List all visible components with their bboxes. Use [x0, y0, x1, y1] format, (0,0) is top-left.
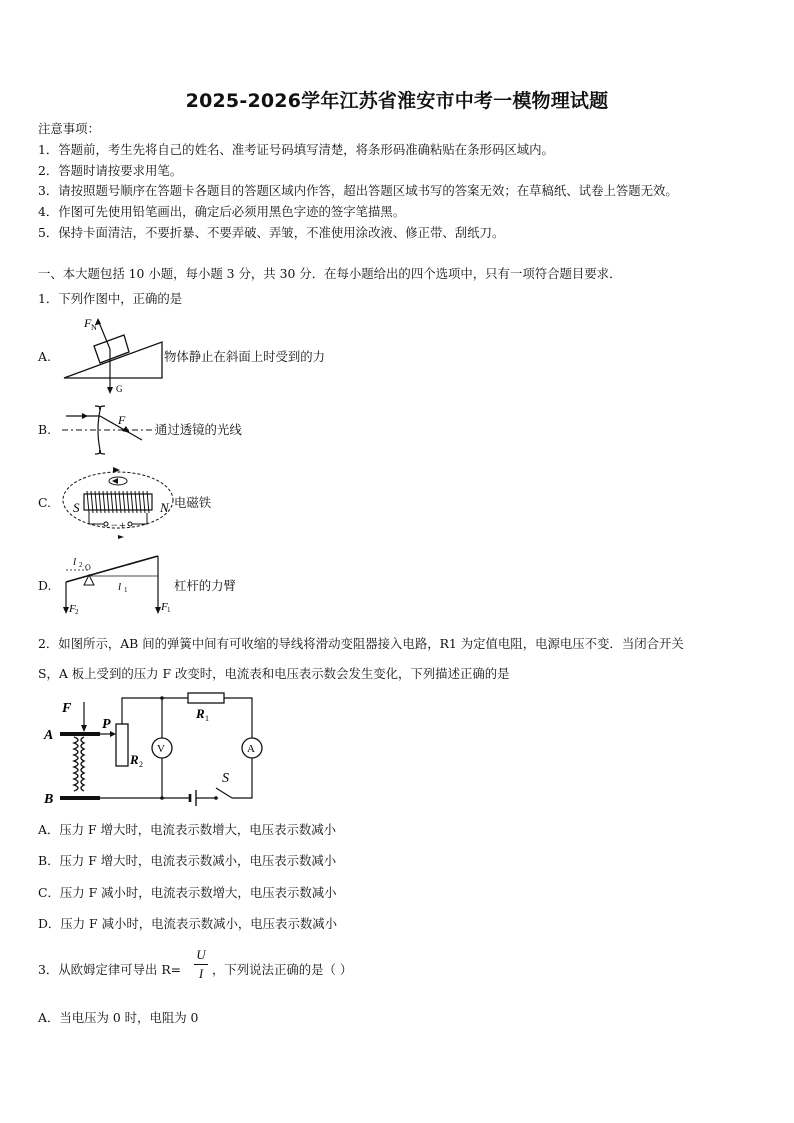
label-plus: +	[119, 518, 126, 532]
label-focus: F	[118, 413, 126, 427]
lever	[66, 556, 158, 582]
q2-option-d: D．压力 F 减小时，电流表示数减小，电压表示数减小	[38, 916, 338, 931]
label-ammeter: A	[247, 743, 255, 755]
label-s: S	[73, 500, 80, 515]
iron-core	[84, 494, 152, 510]
q2-stem-line1: 2．如图所示，AB 间的弹簧中间有可收缩的导线将滑动变阻器接入电路，R1 为定值电阻，电源电压不变．当闭合开关	[38, 636, 684, 651]
label-g: G	[116, 384, 123, 394]
q2-option-a: A．压力 F 增大时，电流表示数增大，电压表示数减小	[38, 822, 337, 837]
label-minus: −	[111, 518, 118, 532]
label-l1: l	[118, 581, 122, 593]
q1-option-d-letter: D.	[38, 578, 52, 593]
force-arrowhead	[81, 725, 87, 732]
label-r2-subscript: 2	[139, 760, 143, 769]
label-o: O	[85, 563, 91, 572]
q1-option-d-caption: 杠杆的力臂	[174, 578, 236, 593]
q3-fraction-numerator: U	[196, 947, 206, 962]
incident-ray-arrowhead	[82, 413, 88, 419]
q3-fraction	[194, 947, 208, 982]
slider-arrowhead	[110, 731, 116, 737]
wire-right	[132, 513, 147, 524]
label-r1: R	[196, 706, 205, 721]
label-r1-subscript: 1	[205, 714, 209, 723]
label-r2: R	[130, 752, 139, 767]
q3-fraction-bar	[194, 964, 208, 965]
label-f2: F	[69, 603, 76, 615]
terminal-left	[104, 522, 108, 526]
q1-option-c-figure	[60, 462, 178, 540]
q3-stem-suffix: ，下列说法正确的是（ ）	[212, 962, 353, 977]
block	[94, 335, 129, 363]
rheostat-r2	[116, 724, 128, 766]
label-n-subscript: N	[91, 323, 97, 332]
notice-item-5: 5．保持卡面清洁，不要折暴、不要弄破、弄皱，不准使用涂改液、修正带、刮纸刀。	[38, 225, 505, 240]
q1-option-c-caption: 电磁铁	[174, 495, 212, 510]
label-l1-subscript: 1	[124, 586, 128, 594]
label-f: F	[62, 701, 72, 716]
switch-s	[216, 788, 232, 798]
label-s: S	[222, 771, 229, 786]
q1-option-a-letter: A.	[38, 349, 51, 364]
q1-option-b-caption: 通过透镜的光线	[155, 422, 242, 437]
notice-item-1: 1．答题前，考生先将自己的姓名、准考证号码填写清楚，将条形码准确粘贴在条形码区域内。	[38, 142, 554, 157]
label-f2-subscript: 2	[75, 608, 79, 616]
notice-item-3: 3．请按照题号顺序在答题卡各题目的答题区域内作答，超出答题区域书写的答案无效；在草稿纸、试卷上答题无效。	[38, 183, 678, 198]
q1-option-b-letter: B.	[38, 422, 52, 437]
notice-item-2: 2．答题时请按要求用笔。	[38, 163, 183, 178]
label-l2-subscript: 2	[79, 561, 83, 569]
label-p: P	[102, 717, 111, 732]
q2-option-b: B．压力 F 增大时，电流表示数减小，电压表示数减小	[38, 853, 337, 868]
gravity-arrowhead	[107, 387, 113, 394]
compass-needle-tip	[112, 478, 118, 484]
q1-stem: 1．下列作图中，正确的是	[38, 291, 183, 306]
wire-top-left	[122, 698, 162, 724]
wire-left	[89, 513, 104, 524]
spring	[74, 737, 78, 791]
q3-stem-prefix: 3．从欧姆定律可导出 R=	[38, 962, 182, 977]
q1-option-d-figure	[58, 552, 178, 618]
label-a: A	[44, 728, 54, 743]
q1-option-a-figure	[58, 312, 170, 396]
q2-stem-line2: S，A 板上受到的压力 F 改变时，电流表和电压表示数会发生变化，下列描述正确的是	[38, 666, 510, 681]
notice-heading: 注意事项：	[38, 121, 100, 136]
label-f: F	[84, 316, 92, 330]
label-f1: F	[161, 601, 168, 613]
terminal-right	[128, 522, 132, 526]
notice-item-4: 4．作图可先使用铅笔画出，确定后必须用黑色字迹的签字笔描黑。	[38, 204, 406, 219]
label-f1-subscript: 1	[167, 606, 171, 614]
q2-option-c: C．压力 F 减小时，电流表示数增大，电压表示数减小	[38, 885, 337, 900]
q1-option-c-letter: C.	[38, 495, 51, 510]
page-title: 2025-2026学年江苏省淮安市中考一模物理试题	[185, 90, 609, 112]
q1-option-a-caption: 物体静止在斜面上时受到的力	[164, 349, 326, 364]
spring-inner	[81, 737, 84, 791]
wire-right-bottom	[232, 758, 252, 798]
resistor-r1	[188, 693, 224, 703]
wire-top-right	[224, 698, 252, 738]
label-v: V	[157, 743, 165, 755]
q2-circuit-figure	[40, 690, 275, 810]
section-heading: 一、本大题包括 10 小题，每小题 3 分，共 30 分．在每小题给出的四个选项中，只有一项符合题目要求．	[38, 266, 622, 281]
q1-option-b-figure	[58, 402, 158, 456]
label-l2: l	[73, 556, 77, 568]
label-b: B	[44, 792, 54, 807]
q3-fraction-denominator: I	[198, 966, 204, 981]
label-n: N	[160, 500, 169, 515]
q3-option-a: A．当电压为 0 时，电阻为 0	[38, 1010, 199, 1025]
field-arrow-bottom	[118, 535, 124, 539]
